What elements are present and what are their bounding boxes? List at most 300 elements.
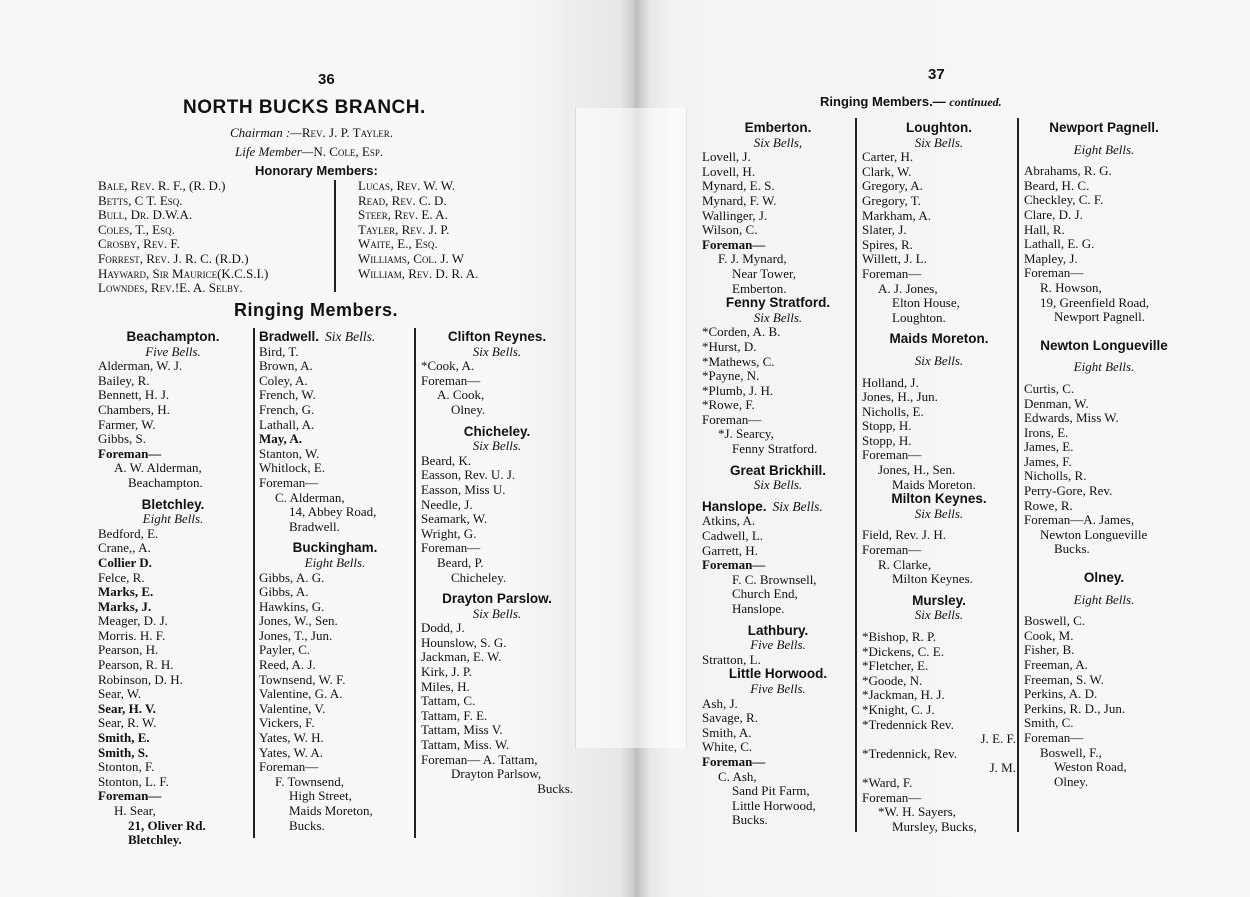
member-entry: Meager, D. J. [98,613,168,629]
member-entry: Bletchley. [128,832,182,848]
member-entry: Marks, E. [98,584,154,600]
parish-heading [702,624,854,639]
parish-heading [702,667,854,682]
member-entry: Sear, H. V. [98,700,156,716]
member-entry: Fisher, B. [1024,642,1075,658]
member-entry: *J. Searcy, [718,426,774,442]
member-entry: James, E. [1024,439,1074,455]
member-entry: R. Clarke, [878,556,932,572]
parish-name: Drayton Parslow. [442,591,552,607]
member-entry: Nicholls, R. [1024,468,1087,484]
honorary-member: Betts, C T. Esq. [98,192,183,208]
member-entry: *Corden, A. B. [702,324,781,340]
member-entry: Gregory, T. [862,192,921,208]
parish-heading [98,498,248,513]
right-column-2 [862,121,1016,834]
life-member-name: N. Cole, Esp. [313,144,384,159]
member-entry: Tattam, Miss. W. [421,737,510,753]
honorary-member: Waite, E., Esq. [358,236,438,252]
parish-heading [98,330,248,345]
member-entry: Slater, J. [862,222,907,238]
member-entry: Farmer, W. [98,416,156,432]
member-entry: Lovell, H. [702,163,756,179]
member-entry: Hanslope. [732,601,785,616]
honorary-heading: Honorary Members: [255,163,378,178]
honorary-list-right [358,179,478,281]
right-column-1 [702,121,854,828]
member-entry: Valentine, V. [259,700,326,716]
member-entry: Abrahams, R. G. [1024,163,1112,179]
member-entry: Foreman— [702,236,766,252]
member-entry: Sear, W. [98,686,142,702]
parish-name: Maids Moreton. [889,331,989,347]
member-entry: Foreman— [1024,265,1084,281]
member-entry: Pearson, H. [98,642,159,658]
member-entry: Savage, R. [702,710,758,726]
continued-label: continued. [949,95,1002,109]
member-entry: F. C. Brownsell, [732,571,817,587]
member-entry: James, F. [1024,453,1072,469]
honorary-member: Tayler, Rev. J. P. [358,221,450,237]
member-entry: Miles, H. [421,678,470,694]
chairman-label: Chairman :— [230,125,302,140]
bells-count: Six Bells. [914,134,964,150]
member-entry: Gibbs, S. [98,431,147,447]
member-entry: Atkins, A. [702,513,756,529]
bells-count: Six Bells. [914,352,964,368]
parish-name: Hanslope. [702,498,767,514]
member-entry: Bedford, E. [98,525,159,541]
member-entry: Gregory, A. [862,178,923,194]
member-entry: Stratton, L. [702,651,761,667]
honorary-member: Coles, T., Esq. [98,221,175,237]
member-entry: Edwards, Miss W. [1024,410,1119,426]
member-entry: A. J. Jones, [878,280,938,296]
member-entry: Carter, H. [862,149,914,165]
member-entry: *Ward, F. [862,774,913,790]
bells-count: Six Bells. [914,607,964,623]
member-entry: *Payne, N. [702,368,760,384]
member-entry: Jackman, E. W. [421,649,502,665]
member-entry: Reed, A. J. [259,657,316,673]
honorary-member: Forrest, Rev. J. R. C. (R.D.) [98,250,249,266]
member-entry: Olney. [1054,773,1089,789]
member-entry: Loughton. [892,309,946,325]
member-entry: Clark, W. [862,163,912,179]
member-entry: Yates, W. A. [259,744,324,760]
bells-count: Eight Bells. [1073,359,1135,375]
member-entry: Freeman, A. [1024,657,1088,672]
member-entry: *Tredennick Rev. [862,716,954,732]
member-entry: Boswell, C. [1024,613,1086,629]
bells-count: Eight Bells. [304,554,366,570]
member-entry: Gibbs, A. G. [259,569,325,585]
member-entry: Mursley, Bucks, [892,818,977,834]
honorary-member: Crosby, Rev. F. [98,236,180,252]
page-number-left: 36 [318,71,335,88]
honorary-member: Lowndes, Rev.!E. A. Selby. [98,280,243,296]
parish-name: Chicheley. [463,423,531,439]
chairman-line [230,125,393,141]
honorary-member: Read, Rev. C. D. [358,192,447,208]
member-entry: Vickers, F. [259,715,315,731]
member-entry: Stonton, F. [98,759,155,775]
member-entry: Smith, S. [98,744,149,760]
member-entry: Freeman, S. W. [1024,671,1104,687]
member-entry: Morris. H. F. [98,627,166,643]
member-entry: Robinson, D. H. [98,671,183,687]
member-entry: Hounslow, S. G. [421,634,507,650]
member-entry: Church End, [732,586,798,602]
member-entry: Bucks. [1054,541,1090,557]
left-column-3 [421,330,573,796]
member-entry: Fenny Stratford. [732,441,818,457]
bells-count: Six Bells. [914,505,964,521]
bells-count: Six Bells. [325,329,376,344]
parish-name: Clifton Reynes. [447,329,547,344]
member-entry: *Mathews, C. [702,353,775,369]
member-entry: Lovell, J. [702,149,751,165]
member-entry: Felce, R. [98,569,145,585]
member-entry: Holland, J. [862,374,919,390]
member-entry: Tattam, F. E. [421,707,488,723]
member-entry: Kirk, J. P. [421,664,472,680]
parish-name: Fenny Stratford. [725,295,831,311]
member-entry: Smith, E. [98,730,150,746]
member-entry: Bailey, R. [98,372,150,388]
honorary-member: Bull, Dr. D.W.A. [98,207,193,223]
member-entry: Elton House, [892,295,960,311]
member-entry: Beard, K. [421,452,472,468]
bells-count: Six Bells. [753,309,803,325]
bells-count: Six Bells. [472,605,522,621]
member-entry: R. Howson, [1040,279,1102,295]
member-entry: Chicheley. [451,569,507,585]
member-entry: French, W. [259,387,316,403]
member-entry: Beachampton. [128,474,203,490]
member-entry: French, G. [259,401,315,417]
member-entry: Perkins, R. D., Jun. [1024,700,1126,716]
member-entry: Foreman— [259,759,319,775]
parish-name: Bletchley. [141,496,205,512]
member-entry: Chambers, H. [98,401,170,417]
parish-name: Bradwell. [259,329,320,344]
member-entry: Needle, J. [421,496,473,512]
parish-name: Olney. [1083,570,1125,586]
parish-name: Great Brickhill. [729,462,827,478]
member-entry: Perry-Gore, Rev. [1024,483,1113,499]
member-entry: Coley, A. [259,372,308,388]
parish-heading [862,594,1016,609]
member-entry: Beard, H. C. [1024,177,1090,193]
member-entry: Foreman— [862,265,922,281]
left-column-1 [98,330,248,848]
member-entry: *W. H. Sayers, [878,804,956,820]
member-entry: *Jackman, H. J. [862,687,945,703]
member-entry: Bucks. [289,817,325,833]
member-entry: Cook, M. [1024,627,1074,643]
parish-name: Newton Longueville [1040,337,1168,353]
member-entry: *Tredennick, Rev. [862,745,958,761]
member-entry: Wright, G. [421,525,477,541]
member-entry: C. Ash, [718,768,757,784]
ringing-members-heading: Ringing Members. [234,300,399,320]
member-entry: Maids Moreton. [892,476,976,492]
bells-count: Eight Bells. [1073,141,1135,157]
member-entry: Nicholls, E. [862,403,924,419]
member-entry: Collier D. [98,554,152,570]
member-entry: J. M. [989,760,1016,776]
parish-name: Milton Keynes. [891,491,987,507]
member-entry: Jones, H., Sen. [878,462,956,478]
member-entry: 19, Greenfield Road, [1040,294,1150,310]
honorary-member: William, Rev. D. R. A. [358,265,479,281]
bells-count: Five Bells. [750,637,806,653]
member-entry: Rowe, R. [1024,497,1073,513]
parish-heading [862,492,1016,507]
member-entry: F. Townsend, [275,773,344,789]
member-entry: Milton Keynes. [892,571,973,587]
bells-count: Eight Bells. [1073,591,1135,607]
member-entry: *Dickens, C. E. [862,643,944,659]
bells-count: Six Bells. [472,343,522,359]
member-entry: Perkins, A. D. [1024,686,1098,702]
member-entry: White, C. [702,739,753,755]
member-entry: *Knight, C. J. [862,701,935,717]
parish-name: Beachampton. [126,329,220,344]
member-entry: High Street, [289,788,352,804]
member-entry: Lathall, E. G. [1024,236,1095,252]
bells-count: Six Bells. [753,477,803,493]
member-entry: Mapley, J. [1024,250,1078,266]
member-entry: Weston Road, [1054,759,1127,775]
continued-heading: Ringing Members.— [820,94,946,109]
member-entry: Foreman— [702,411,762,427]
member-entry: *Rowe, F. [702,397,755,413]
spacer [1024,325,1184,332]
member-entry: Yates, W. H. [259,730,324,746]
member-entry: 21, Oliver Rd. [128,817,206,833]
parish-heading [862,121,1016,136]
parish-heading [1024,339,1184,354]
member-entry: Field, Rev. J. H. [862,527,947,543]
parish-heading [702,464,854,479]
member-entry: Curtis, C. [1024,380,1075,396]
parish-heading [421,592,573,607]
member-entry: Checkley, C. F. [1024,192,1104,208]
member-entry: 14, Abbey Road, [289,504,377,520]
parish-heading [259,541,411,556]
member-entry: Clare, D. J. [1024,206,1083,222]
member-entry: Foreman— [862,447,922,463]
member-entry: May, A. [259,431,302,447]
parish-heading [702,121,854,136]
column-divider [414,328,416,838]
member-entry: Lathall, A. [259,416,315,432]
member-entry: Little Horwood, [732,797,816,813]
member-entry: Whitlock, E. [259,460,326,476]
column-divider [855,118,857,832]
honorary-member: Bale, Rev. R. F., (R. D.) [98,178,226,193]
member-entry: Emberton. [732,280,787,296]
member-entry: Pearson, R. H. [98,657,174,673]
member-entry: Bird, T. [259,343,299,359]
life-member-line [235,144,383,160]
page-number-right: 37 [928,66,945,83]
page-title: NORTH BUCKS BRANCH. [183,97,426,118]
member-entry: *Plumb, J. H. [702,382,774,398]
member-entry: Wilson, C. [702,222,758,238]
member-entry: A. Cook, [437,387,485,403]
member-entry: Jones, W., Sen. [259,613,338,629]
member-entry: Foreman— [98,445,162,461]
ringing-members-continued [820,94,1002,110]
member-entry: Bennett, H. J. [98,387,170,403]
member-entry: Beard, P. [437,554,484,570]
member-entry: Stanton, W. [259,445,320,461]
member-entry: Near Tower, [732,265,797,281]
bells-count: Five Bells. [145,343,201,359]
member-entry: Jones, H., Jun. [862,389,938,405]
member-entry: Easson, Miss U. [421,481,506,497]
member-entry: Payler, C. [259,642,311,658]
member-entry: Garrett, H. [702,542,758,558]
paper-fold [575,108,687,748]
member-entry: A. W. Alderman, [114,460,202,476]
honorary-member: Hayward, Sir Maurice(K.C.S.I.) [98,265,269,281]
member-entry: Denman, W. [1024,395,1089,411]
left-column-2 [259,330,411,833]
honorary-divider [334,180,336,292]
member-entry: Sear, R. W. [98,715,157,731]
member-entry: Easson, Rev. U. J. [421,467,516,483]
member-entry: Valentine, G. A. [259,686,343,702]
member-entry: Stonton, L. F. [98,773,169,789]
honorary-list-left [98,179,268,296]
member-entry: Mynard, F. W. [702,192,777,208]
member-entry: C. Alderman, [275,489,345,505]
member-entry: Bucks. [537,780,573,796]
member-entry: *Fletcher, E. [862,658,929,674]
member-entry: Cadwell, L. [702,528,764,544]
member-entry: *Hurst, D. [702,338,757,354]
parish-name: Little Horwood. [728,666,828,682]
member-entry: Maids Moreton, [289,803,373,818]
member-entry: Alderman, W. J. [98,358,183,374]
parish-heading [421,425,573,440]
parish-heading [1024,571,1184,586]
member-entry: Foreman— [702,753,766,769]
member-entry: Foreman— [862,542,922,558]
parish-name: Mursley. [912,592,966,608]
parish-heading [1024,121,1184,136]
right-column-3 [1024,121,1184,789]
column-divider [1017,118,1019,832]
member-entry: Foreman—A. James, [1024,512,1135,528]
member-entry: Marks, J. [98,598,152,614]
member-entry: Markham, A. [862,207,931,223]
member-entry: *Bishop, R. P. [862,629,937,644]
member-entry: Foreman— [98,788,162,804]
member-entry: H. Sear, [114,803,156,818]
member-entry: Dodd, J. [421,620,465,636]
member-entry: Mynard, E. S. [702,178,775,194]
parish-name: Loughton. [906,120,972,135]
parish-name: Lathbury. [747,622,809,638]
member-entry: *Goode, N. [862,672,923,688]
bells-count: Six Bells. [772,498,823,514]
member-entry: Tattam, Miss V. [421,722,503,738]
member-entry: Willett, J. L. [862,251,927,267]
member-entry: Townsend, W. F. [259,671,346,687]
bells-count: Six Bells. [472,438,522,454]
member-entry: J. E. F. [980,731,1016,747]
bells-count: Five Bells. [750,680,806,696]
member-entry: Foreman— [702,557,766,573]
parish-heading [702,500,854,515]
parish-name: Emberton. [744,120,812,135]
member-entry: Foreman— [421,540,481,556]
member-entry: Jones, T., Jun. [259,627,333,643]
member-entry: Smith, C. [1024,715,1074,731]
member-entry: Wallinger, J. [702,207,768,223]
member-entry: Drayton Parlsow, [451,766,542,782]
member-entry: Newport Pagnell. [1054,309,1145,325]
spacer [1024,557,1184,564]
parish-heading [702,296,854,311]
bells-count: Six Bells, [753,134,803,150]
parish-name: Buckingham. [292,540,378,556]
member-entry: Newton Longueville [1040,526,1148,542]
chairman-name: Rev. J. P. Tayler. [301,125,394,140]
member-entry: Olney. [451,401,486,417]
member-entry: Irons, E. [1024,424,1069,440]
bells-count: Eight Bells. [142,511,204,527]
member-entry: Foreman— [1024,729,1084,745]
honorary-member: Williams, Col. J. W [358,250,465,266]
member-entry: Tattam, C. [421,693,476,709]
column-divider [253,328,255,838]
member-entry: *Cook, A. [421,358,475,374]
member-entry: F. J. Mynard, [718,251,787,267]
member-entry: Stopp, H. [862,418,912,434]
parish-heading [421,330,573,345]
member-entry: Ash, J. [702,695,738,711]
member-entry: Boswell, F., [1040,744,1102,760]
member-entry: Foreman— [421,372,481,388]
honorary-member: Lucas, Rev. W. W. [358,178,456,193]
member-entry: Hawkins, G. [259,598,325,614]
parish-heading [862,332,1016,347]
member-entry: Stopp, H. [862,432,912,448]
member-entry: Smith, A. [702,724,752,740]
honorary-member: Steer, Rev. E. A. [358,207,448,223]
member-entry: Gibbs, A. [259,584,309,600]
member-entry: Hall, R. [1024,221,1065,237]
member-entry: Crane,, A. [98,540,151,556]
parish-name: Newport Pagnell. [1049,120,1159,135]
life-member-label: Life Member— [235,144,314,159]
member-entry: Seamark, W. [421,511,488,527]
member-entry: Foreman— A. Tattam, [421,751,538,767]
member-entry: Spires, R. [862,236,913,252]
member-entry: Sand Pit Farm, [732,783,810,799]
member-entry: Bradwell. [289,518,340,534]
member-entry: Brown, A. [259,358,313,374]
member-entry: Foreman— [259,474,319,490]
parish-heading [259,330,411,345]
member-entry: Foreman— [862,789,922,805]
